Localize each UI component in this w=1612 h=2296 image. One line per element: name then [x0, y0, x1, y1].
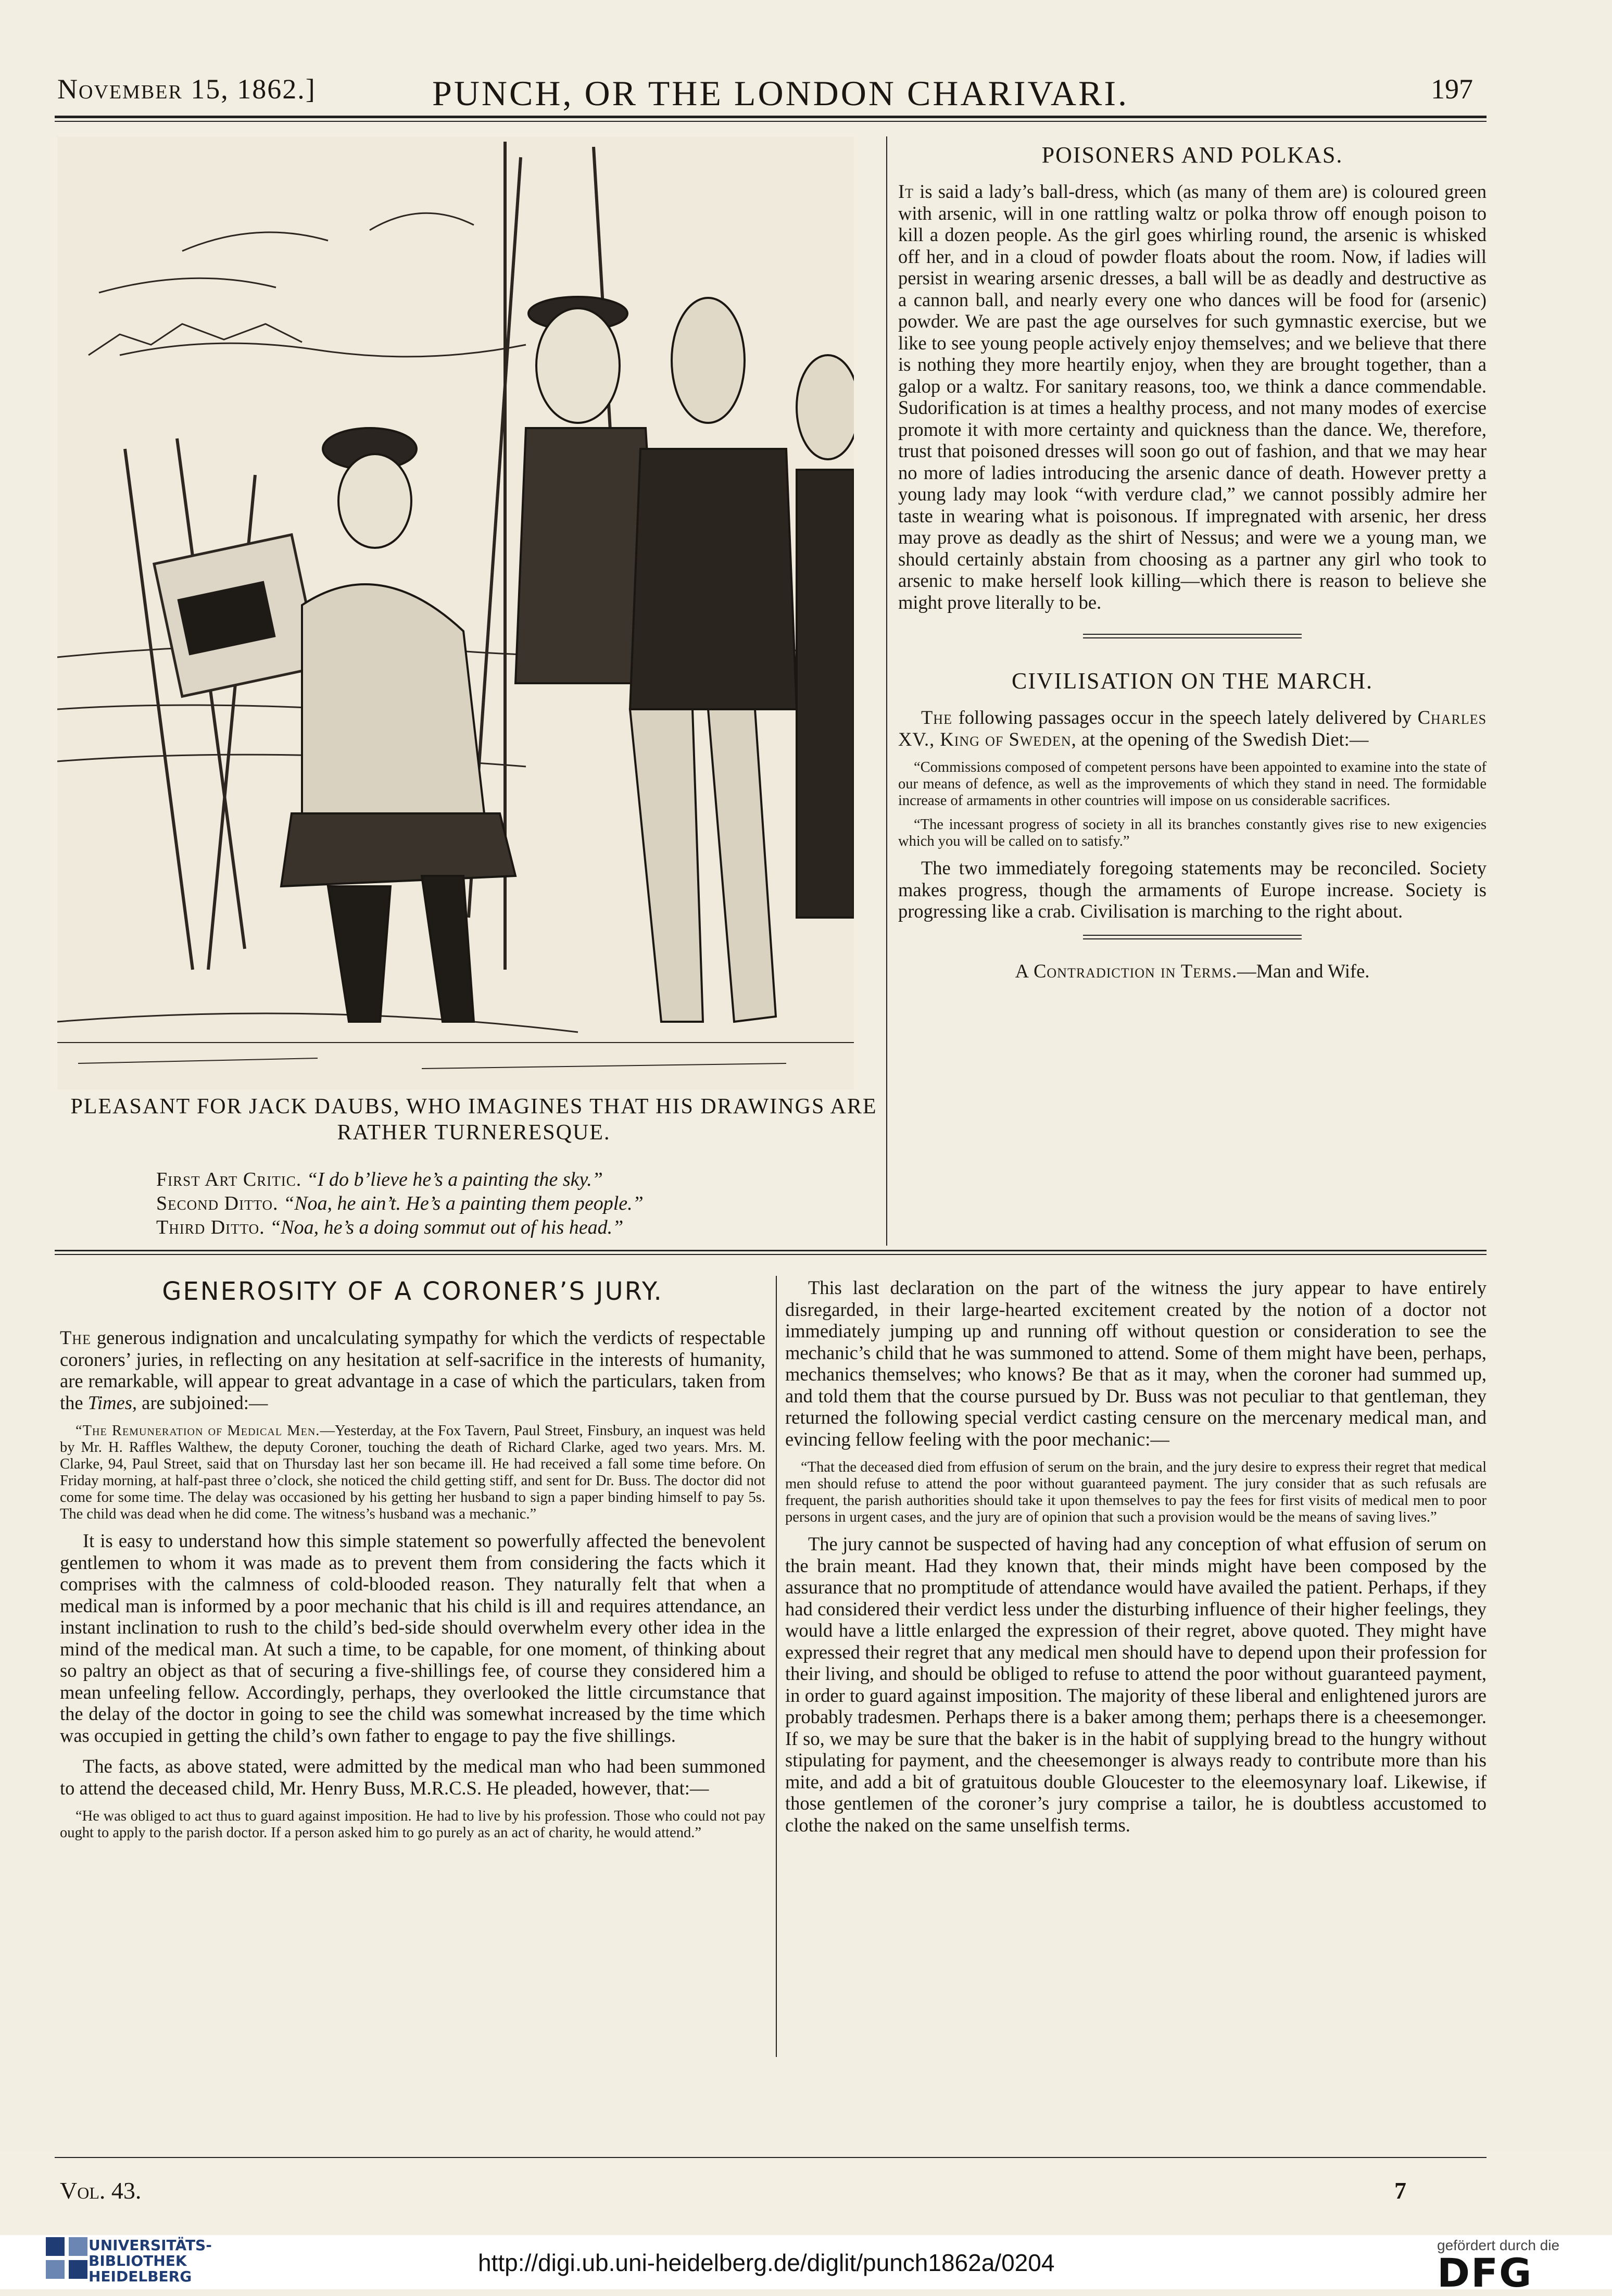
generosity-p1 [60, 1327, 765, 1413]
contradiction-label: A Contradiction in Terms. [1015, 960, 1238, 982]
library-name [89, 2238, 212, 2285]
header-rule-thin [55, 121, 1487, 122]
dialogue-line [156, 1215, 890, 1239]
cartoon-illustration [57, 136, 854, 1089]
speaker: Third Ditto. [156, 1216, 265, 1238]
section-rule-thin [55, 1254, 1487, 1255]
contradiction-text: —Man and Wife. [1237, 960, 1370, 982]
dialogue-line [156, 1191, 890, 1215]
civilisation-title: CIVILISATION ON THE MARCH. [1011, 668, 1374, 694]
section-rule [55, 1250, 1487, 1251]
header-rule [55, 116, 1487, 118]
cartoon-dialogue [156, 1168, 890, 1239]
poisoners-title: POISONERS AND POLKAS. [1041, 142, 1343, 168]
generosity-quote-2: “He was obliged to act thus to guard against imposition. He had to live by his profession. Those who could not pay ought to apply to the parish doctor. If a person asked him to go purely as an act of charity, he would attend.” [60, 1808, 765, 1841]
quote-head: “The Remuneration of Medical Men. [75, 1423, 320, 1439]
generosity-left-column [60, 1277, 765, 1849]
generosity-quote [60, 1423, 765, 1523]
speaker: Second Ditto. [156, 1193, 279, 1214]
generosity-right-p2: The jury cannot be suspected of having had any conception of what effusion of serum on the brain meant. Had they known that, their minds might have been composed by the assurance that no promptitude of attendance would have availed the patient. Perhaps, if they had considered their verdict less under the disturbing influence of their higher feelings, they would have a little enlarged the expression of their regret, above quoted. They might have expressed their regret that any medical men should have to depend upon their profession for their living, and should be obliged to refuse to attend the poor without guaranteed payment, in order to guard against imposition. The majority of these liberal and enlightened jurors are probably tradesmen. Perhaps there is a baker among them; perhaps there is a cheesemonger. If so, we may be sure that the baker is in the habit of supplying bread to the hungry without stipulating for payment, and the cheesemonger is always ready to contribute more than his mite, and add a bit of gratuitous double Gloucester to the eleemosynary loaf. Likewise, if those gentlemen of the coroner’s jury comprise a tailor, he is doubtless accustomed to clothe the naked on the same unselfish terms. [785, 1533, 1487, 1836]
dialogue-text: “I do b’lieve he’s a painting the sky.” [306, 1169, 603, 1190]
civilisation-first-word: The [921, 707, 952, 728]
generosity-p3: The facts, as above stated, were admitted by the medical man who had been summoned to attend the deceased child, Mr. Henry Buss, M.R.C.S. He pleaded, however, that:— [60, 1755, 765, 1799]
poisoners-body [898, 181, 1487, 613]
cartoon-caption [57, 1094, 890, 1239]
library-logo-icon [46, 2237, 65, 2256]
verdict-quote: “That the deceased died from effusion of serum on the brain, and the jury desire to express their regret that medical men should refuse to attend the poor without guaranteed payment. The jury consider that as such refusals are frequent, the parish authorities should take it upon themselves to pay the fees for first visits of medical men to poor persons in urgent cases, and the jury are of opinion that such a provision would be the means of saving lives.” [785, 1459, 1487, 1525]
generosity-right-column [785, 1277, 1487, 1845]
library-logo-icon [69, 2237, 87, 2256]
library-logo-icon [69, 2260, 87, 2279]
civilisation-quote-2: “The incessant progress of society in all its branches constantly gives rise to new exigencies which you will be called on to satisfy.” [898, 817, 1487, 849]
issue-date: November 15, 1862.] [57, 73, 316, 105]
right-top-column [898, 142, 1487, 991]
column-divider-top [886, 136, 887, 1246]
king-name: Charles XV., King of Sweden, [898, 707, 1487, 750]
dfg-logo: DFG [1437, 2250, 1533, 2296]
times-ref: Times, [87, 1391, 137, 1413]
signature-mark: 7 [1394, 2177, 1406, 2204]
generosity-p1-end: are subjoined:— [142, 1391, 268, 1413]
poisoners-text: is said a lady’s ball-dress, which (as many of them are) is coloured green with arsenic, will in one rattling waltz or polka throw off enough poison to kill a dozen people. As the girl goes whirling round, the arsenic is whisked off her, and in a cloud of powder floats about the room. Now, if ladies will persist in wearing arsenic dresses, a ball will be as deadly and destructive as a cannon ball, and nearly every one who dances will be food for (arsenic) powder. We are past the age ourselves for such gymnastic exercise, but we like to see young people actively enjoy themselves; and we believe that there is nothing they more heartily enjoy, when they are brought together, than a galop or a waltz. For sanitary reasons, too, we think a dance commendable. Sudorification is at times a healthy process, and not many modes of exercise promote it with more certainty and quickness than the dance. We, therefore, trust that poisoned dresses will soon go out of fashion, and that we may hear no more of ladies introducing the arsenic dance of death. However pretty a young lady may look “with verdure clad,” we cannot possibly admire her taste in wearing what is poisonous. If impregnated with arsenic, her dress may prove as deadly as the shirt of Nessus; and were we a young man, we should certainly abstain from choosing as a partner any girl who took to arsenic to make herself look killing—which there is reason to believe she might prove literally to be. [898, 181, 1487, 613]
cartoon-title: PLEASANT FOR JACK DAUBS, WHO IMAGINES THAT HIS DRAWINGS ARE RATHER TURNERESQUE. [70, 1095, 877, 1145]
dialogue-line [156, 1168, 890, 1191]
section-divider [1083, 634, 1302, 638]
quote-body: —Yesterday, at the Fox Tavern, Paul Street, Finsbury, an inquest was held by Mr. H. Raffles Walthew, the deputy Coroner, touching the death of Richard Clarke, aged two years. Mrs. M. Clarke, 94, Paul Street, said that on Thursday last her son became ill. He had received a fall some time before. On Friday morning, at half-past three o’clock, she noticed the child getting stiff, and sent for Dr. Buss. The doctor did not come for some time. The delay was occasioned by his getting her husband to sign a paper binding himself to pay 5s. The child was dead when he did come. The witness’s husband was a mechanic.” [60, 1423, 765, 1522]
library-name-line: HEIDELBERG [89, 2268, 192, 2285]
civilisation-body: The two immediately foregoing statements may be reconciled. Society makes progress, though the armaments of Europe increase. Society is progressing like a crab. Civilisation is marching to the right about. [898, 857, 1487, 922]
column-divider-bottom [776, 1276, 777, 2057]
civilisation-intro-text: following passages occur in the speech lately delivered by [958, 707, 1412, 728]
source-url-link[interactable]: http://digi.ub.uni-heidelberg.de/diglit/punch1862a/0204 [478, 2249, 1055, 2276]
generosity-right-p1: This last declaration on the part of the witness the jury appear to have entirely disregarded, in their large-hearted excitement created by the notion of a doctor not immediately jumping up and running off without question or consideration to see the mechanic’s child that he was summoned to attend. Some of them might have been, perhaps, mechanics themselves; who knows? Be that as it may, when the coroner had summed up, and told them that the course pursued by Dr. Buss was not peculiar to that gentleman, they returned the following special verdict casting censure on the mercenary medical man, and evincing fellow feeling with the poor mechanic:— [785, 1277, 1487, 1450]
footer-rule [55, 2157, 1487, 2158]
sponsor-text: gefördert durch die [1437, 2237, 1560, 2253]
generosity-p2: It is easy to understand how this simple statement so powerfully affected the benevolent gentlemen to whom it was made as to prevent them from considering the facts which it comprises with the calmness of cold-blooded reason. They naturally felt that when a medical man is informed by a poor mechanic that his child is ill and requires attendance, an instant inclination to rush to the child’s bed-side should overwhelm every other idea in the mind of the medical man. At such a time, to be capable, for one moment, of thinking about so paltry an object as that of securing a five-shillings fee, of course they considered him a mean unfeeling fellow. Accordingly, perhaps, they overlooked the little circumstance that the delay of the doctor in going to see the child was somewhat increased by the time which was occupied in getting the child’s own father to engage to pay the five shillings. [60, 1530, 765, 1746]
speaker: First Art Critic. [156, 1169, 302, 1190]
generosity-title: GENEROSITY OF A CORONER’S JURY. [162, 1277, 663, 1306]
civilisation-intro-end: at the opening of the Swedish Diet:— [1081, 728, 1369, 750]
civilisation-intro [898, 707, 1487, 750]
page-number: 197 [1431, 73, 1473, 105]
poisoners-first-word: It [898, 181, 914, 202]
masthead-title: PUNCH, OR THE LONDON CHARIVARI. [432, 73, 1129, 113]
contradiction-line [898, 960, 1487, 982]
library-name-line: BIBLIOTHEK [89, 2252, 187, 2269]
civilisation-quote-1: “Commissions composed of competent persons have been appointed to examine into the state of our means of defence, as well as the improvements of which they stand in need. The formidable increase of armaments in other countries will impose on us considerable sacrifices. [898, 759, 1487, 809]
generosity-first-word: The [60, 1327, 91, 1348]
library-logo-icon [46, 2260, 65, 2279]
generosity-p1-text: generous indignation and uncalculating sympathy for which the verdicts of respectable coroners’ juries, in reflecting on any hesitation at self-sacrifice in the interests of humanity, are remarkable, will appear to great advantage in a case of which the particulars, taken from the [60, 1327, 766, 1413]
library-name-line: UNIVERSITÄTS- [89, 2237, 212, 2254]
section-divider [1083, 935, 1302, 939]
volume-label: Vol. 43. [60, 2177, 142, 2204]
dialogue-text: “Noa, he’s a doing sommut out of his head.” [270, 1216, 624, 1238]
dialogue-text: “Noa, he ain’t. He’s a painting them people.” [283, 1193, 644, 1214]
